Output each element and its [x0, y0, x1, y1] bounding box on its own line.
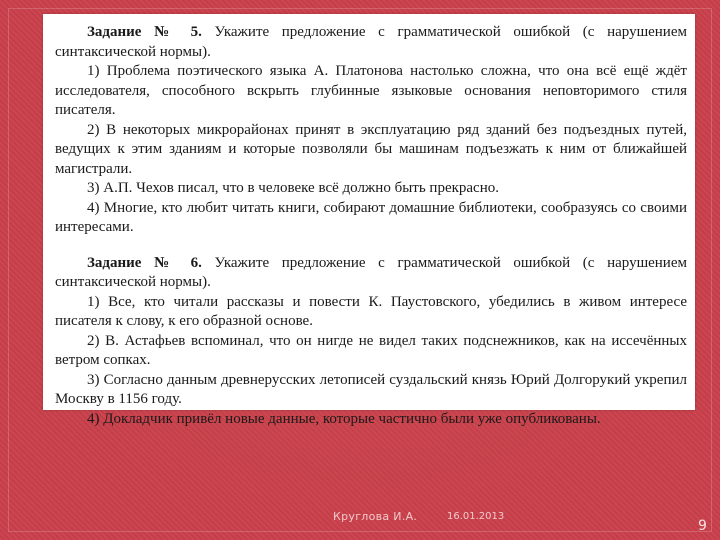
task-5-option-2: 2) В некоторых микрорайонах принят в эксплуатацию ряд зданий без подъездных путей, ведущих к этим зданиям и которые позволяли бы машинам подъезжать к ним от ближайшей магистрали.: [55, 121, 687, 177]
page-number: 9: [698, 518, 707, 534]
footer-author: Круглова И.А.: [333, 510, 418, 523]
footer-date: 16.01.2013: [447, 511, 505, 522]
task-5-option-3: 3) А.П. Чехов писал, что в человеке всё должно быть прекрасно.: [87, 180, 499, 196]
task-5-option-4: 4) Многие, кто любит читать книги, собирают домашние библиотеки, сообразуясь со своими интересами.: [55, 199, 687, 235]
task-6: [55, 254, 687, 430]
task-6-option-2: 2) В. Астафьев вспоминал, что он нигде не видел таких подснежников, как на иссечённых ветром сопках.: [55, 332, 687, 368]
task-6-heading: [55, 254, 687, 293]
task-5: [55, 23, 687, 238]
task-6-option-1: 1) Все, кто читали рассказы и повести К. Паустовского, убедились в живом интересе писателя к слову, к его образной основе.: [55, 293, 687, 329]
task-6-title: Задание № 6.: [87, 254, 202, 271]
task-5-title: Задание № 5.: [87, 24, 202, 40]
task-6-option-4: 4) Докладчик привёл новые данные, которые частично были уже опубликованы.: [87, 410, 601, 427]
task-5-heading: [55, 23, 687, 62]
task-5-option-1: 1) Проблема поэтического языка А. Платонова настолько сложна, что она всё ещё ждёт исследователя, способного вскрыть глубинные языковые основания неповторимого стиля писателя.: [55, 63, 687, 118]
task-6-prompt: Укажите предложение с грамматической ошибкой (с нарушением синтаксической нормы).: [55, 254, 687, 290]
task-6-option-3: 3) Согласно данным древнерусских летописей суздальский князь Юрий Долгорукий укрепил Москву в 1156 году.: [55, 371, 687, 407]
task-5-prompt: Укажите предложение с грамматической ошибкой (с нарушением синтаксической нормы).: [55, 24, 687, 60]
scanned-document: [43, 14, 695, 427]
